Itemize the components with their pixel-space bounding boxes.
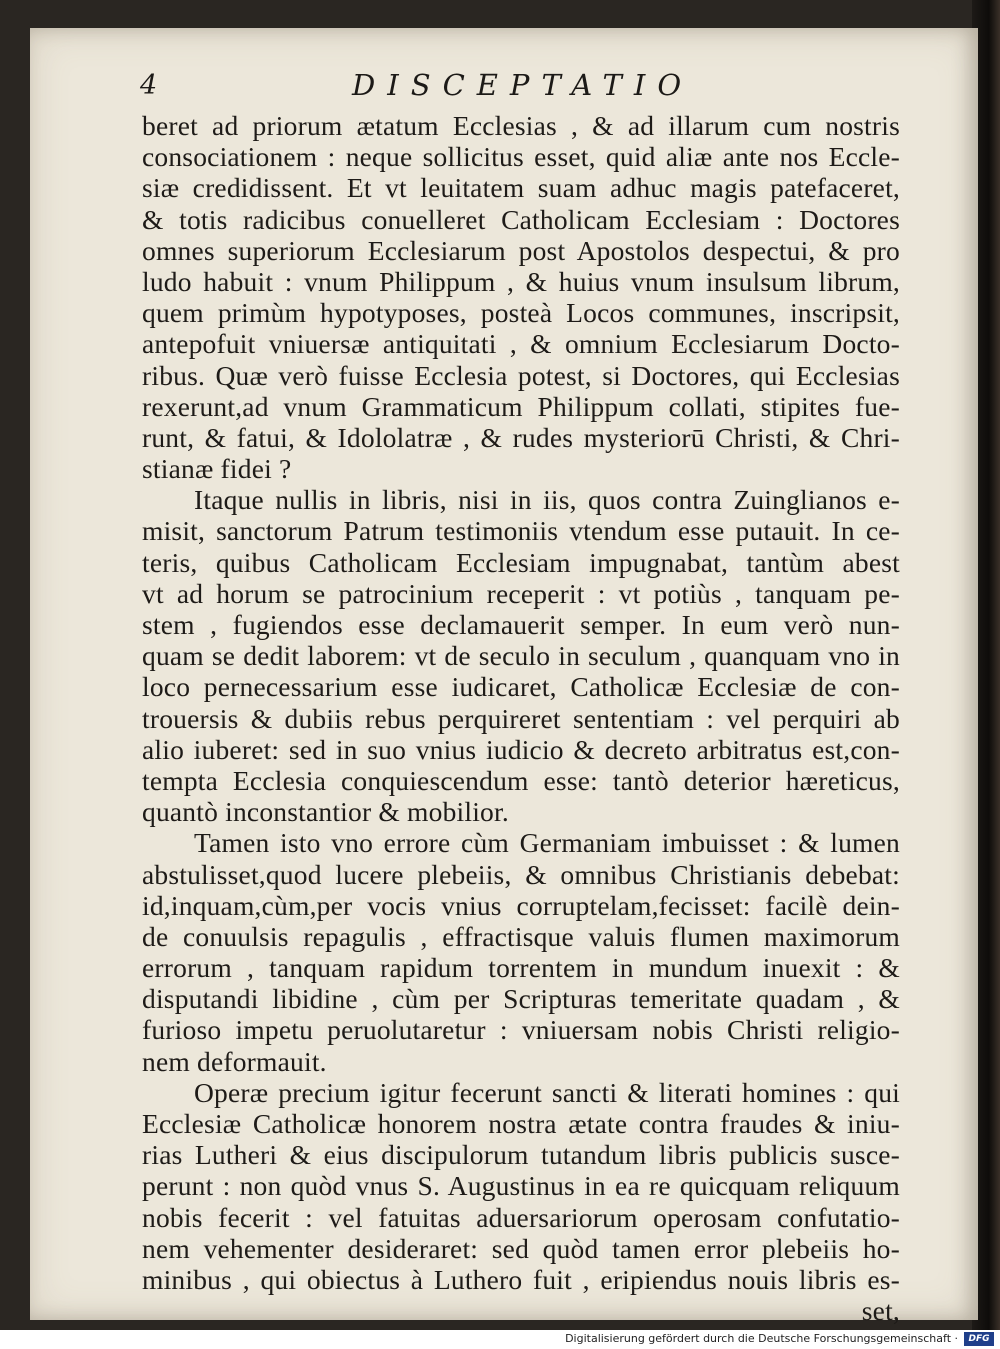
text-line: quem primùm hypotyposes, posteà Locos communes, inscripsit, [142, 297, 900, 329]
paragraph-start-line: Tamen isto vno errore cùm Germaniam imbuisset : & lumen [194, 827, 900, 859]
text-line: tempta Ecclesia conquiescendum esse: tantò deterior hæreticus, [142, 764, 900, 796]
text-line: ribus. Quæ verò fuisse Ecclesia potest, si Doctores, qui Ecclesias [142, 359, 900, 391]
text-line: stianæ fidei ? [142, 453, 292, 485]
text-line: quantò inconstantior & mobilior. [142, 796, 509, 828]
running-title: DISCEPTATIO [352, 68, 694, 102]
text-line: quam se dedit laborem: vt de seculo in seculum , quanquam vno in [142, 640, 900, 672]
text-line: teris, quibus Catholicam Ecclesiam impugnabat, tantùm abest [142, 546, 900, 578]
text-line: alio iuberet: sed in suo vnius iudicio & decreto arbitratus est,con- [142, 733, 900, 765]
text-line: de conuulsis repagulis , effractisque valuis flumen maximorum [142, 920, 900, 952]
text-line: ludo habuit : vnum Philippum , & huius vnum insulsum librum, [142, 265, 900, 297]
paragraph-start-line: Itaque nullis in libris, nisi in iis, quos contra Zuinglianos e- [194, 484, 900, 516]
text-line: rexerunt,ad vnum Grammaticum Philippum collati, stipites fue- [142, 390, 900, 422]
text-line: errorum , tanquam rapidum torrentem in mundum inuexit : & [142, 952, 900, 984]
body-text [142, 110, 900, 1326]
text-line: siæ credidissent. Et vt leuitatem suam adhuc magis patefaceret, [142, 172, 900, 204]
text-line: nobis fecerit : vel fatuitas aduersariorum operosam confutatio- [142, 1201, 900, 1233]
text-line: antepofuit vniuersæ antiquitati , & omnium Ecclesiarum Docto- [142, 328, 900, 360]
text-line: consociationem : neque sollicitus esset, quid aliæ ante nos Eccle- [142, 141, 900, 173]
paragraph-start-line: Operæ precium igitur fecerunt sancti & literati homines : qui [194, 1076, 900, 1108]
text-line: minibus , qui obiectus à Luthero fuit , eripiendus nouis libris es- [142, 1263, 900, 1295]
catchword: set, [861, 1295, 900, 1327]
text-line: vt ad horum se patrocinium receperit : vt potiùs , tanquam pe- [142, 577, 900, 609]
text-line: & totis radicibus conuelleret Catholicam Ecclesiam : Doctores [142, 203, 900, 235]
text-line: omnes superiorum Ecclesiarum post Apostolos despectui, & pro [142, 234, 900, 266]
digitization-footer [0, 1330, 1000, 1349]
text-line: furioso impetu peruolutaretur : vniuersam nobis Christi religio- [142, 1014, 900, 1046]
text-line: runt, & fatui, & Idololatræ , & rudes mysteriorū Christi, & Chri- [142, 421, 900, 453]
text-line: nem deformauit. [142, 1045, 327, 1077]
text-line: beret ad priorum ætatum Ecclesias , & ad illarum cum nostris [142, 110, 900, 141]
text-line: misit, sanctorum Patrum testimoniis vtendum esse putauit. In ce- [142, 515, 900, 547]
running-head [30, 70, 978, 110]
book-page [30, 28, 978, 1327]
text-line: id,inquam,cùm,per vocis vnius corruptelam,fecisset: facilè dein- [142, 889, 900, 921]
text-line: stem , fugiendos esse declamauerit semper. In eum verò nun- [142, 609, 900, 640]
text-line: trouersis & dubiis rebus perquireret sententiam : vel perquiri ab [142, 702, 900, 734]
dfg-logo-icon: DFG [964, 1332, 994, 1346]
footer-credit: Digitalisierung gefördert durch die Deutsche Forschungsgemeinschaft · [565, 1332, 958, 1345]
text-line: rias Lutheri & eius discipulorum tutandum libris publicis susce- [142, 1139, 900, 1171]
text-line: nem vehementer desideraret: sed quòd tamen error plebeiis ho- [142, 1232, 900, 1264]
text-line: perunt : non quòd vnus S. Augustinus in ea re quicquam reliquum [142, 1170, 900, 1202]
text-line: abstulisset,quod lucere plebeiis, & omnibus Christianis debebat: [142, 858, 900, 890]
text-line: loco pernecessarium esse iudicaret, Catholicæ Ecclesiæ de con- [142, 671, 900, 703]
text-line: disputandi libidine , cùm per Scripturas temeritate quadam , & [142, 983, 900, 1015]
page-number: 4 [140, 70, 158, 101]
text-line: Ecclesiæ Catholicæ honorem nostra ætate contra fraudes & iniu- [142, 1108, 900, 1139]
